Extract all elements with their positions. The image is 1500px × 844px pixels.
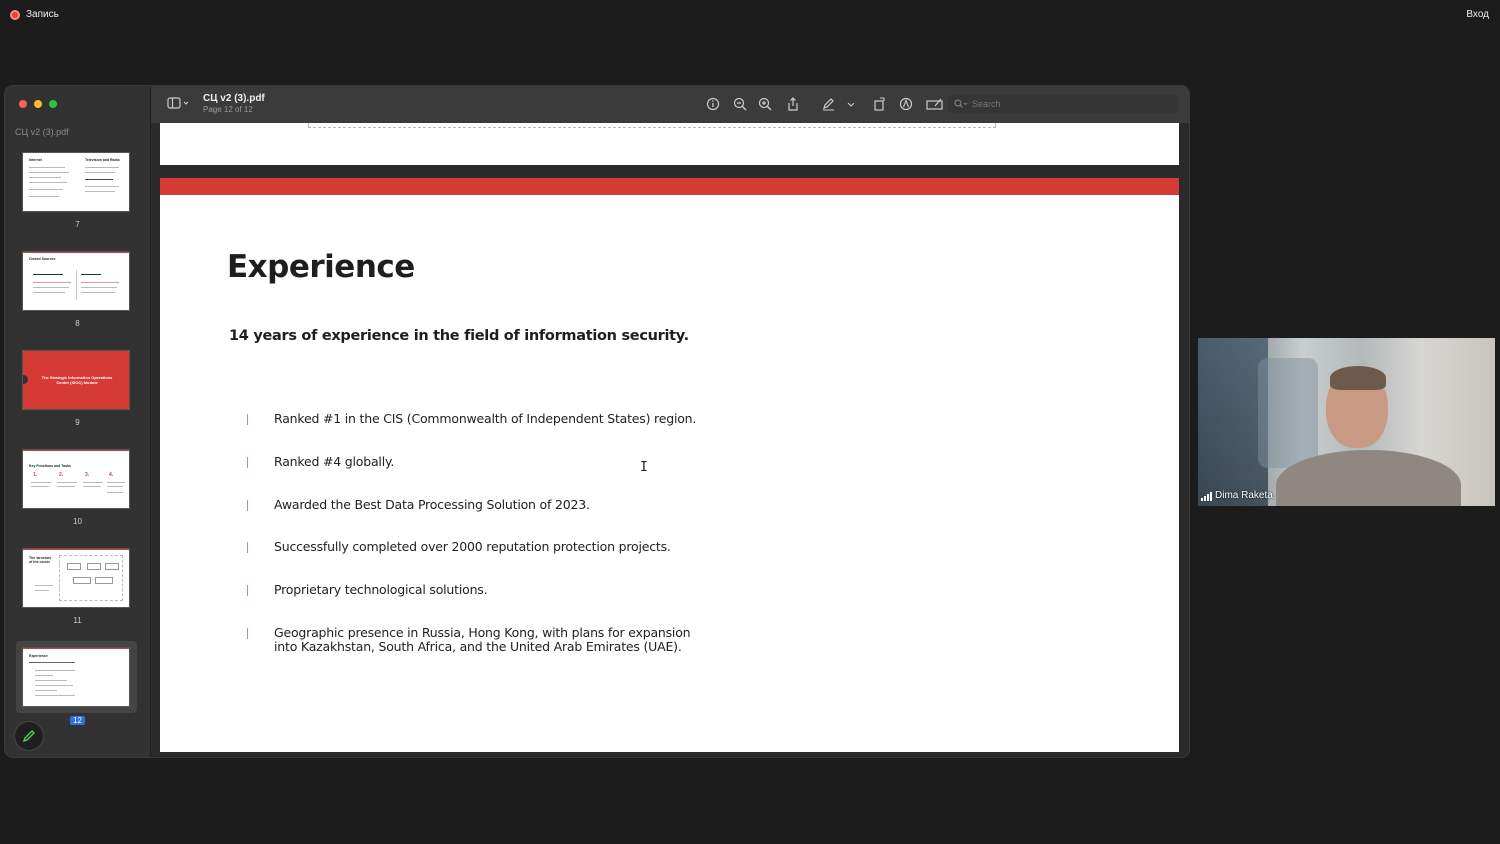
thumbnail-page-8[interactable] — [23, 252, 129, 310]
thumbnail-page-11[interactable] — [23, 549, 129, 607]
slide-title: Experience — [227, 249, 415, 285]
search-placeholder: Search — [972, 99, 1001, 109]
bullet-text: Ranked #1 in the CIS (Commonwealth of Independent States) region. — [274, 411, 697, 426]
slide-page-12 — [160, 178, 1179, 752]
maximize-window-button[interactable] — [49, 100, 57, 108]
thumbnail-number: 7 — [75, 220, 80, 229]
thumbnail-page-10[interactable] — [23, 450, 129, 508]
thumb-text: Closed Sources — [29, 257, 56, 261]
bullet-text: Ranked #4 globally. — [274, 454, 395, 469]
previous-page-bottom — [160, 123, 1179, 165]
search-icon — [954, 99, 968, 109]
participant-name-tag — [1201, 490, 1273, 501]
page-info: Page 12 of 12 — [203, 105, 253, 114]
zoom-in-icon[interactable] — [756, 95, 774, 113]
participant-name: Dima Raketa — [1215, 490, 1273, 501]
text-cursor-icon: I — [640, 460, 648, 475]
document-view[interactable] — [151, 123, 1189, 757]
thumbnail-number: 11 — [73, 616, 82, 625]
minimize-window-button[interactable] — [34, 100, 42, 108]
thumb-text: Key Functions and Tasks — [29, 464, 71, 468]
share-icon[interactable] — [784, 95, 802, 113]
rotate-icon[interactable] — [871, 95, 889, 113]
thumbnail-number: 8 — [75, 319, 80, 328]
recording-indicator[interactable] — [10, 9, 59, 20]
form-fill-icon[interactable] — [925, 95, 945, 113]
thumbnail-page-9[interactable] — [23, 351, 129, 409]
record-label: Запись — [26, 9, 59, 20]
thumb-text: Television and Radio — [85, 158, 120, 162]
markup-icon[interactable] — [897, 95, 915, 113]
thumb-text: Experience — [29, 654, 48, 658]
thumbnail-page-12[interactable] — [23, 648, 129, 706]
window-controls — [19, 100, 57, 108]
thumb-text: 2. — [59, 472, 64, 478]
bullet-text: into Kazakhstan, South Africa, and the United Arab Emirates (UAE). — [274, 639, 682, 654]
thumbnail-page-7[interactable] — [23, 153, 129, 211]
thumb-text: Internet — [29, 158, 42, 162]
login-button[interactable]: Вход — [1466, 9, 1489, 20]
bullet-text: Successfully completed over 2000 reputation protection projects. — [274, 539, 671, 554]
thumbnail-sidebar — [5, 86, 151, 757]
preview-window — [5, 86, 1189, 757]
thumbnail-number: 9 — [75, 418, 80, 427]
bullet-text: Proprietary technological solutions. — [274, 582, 488, 597]
record-icon — [10, 10, 20, 20]
slide-subtitle: 14 years of experience in the field of information security. — [229, 328, 689, 344]
signal-strength-icon — [1201, 492, 1212, 501]
sidebar-toggle-icon[interactable] — [167, 95, 191, 113]
thumb-text: 1. — [33, 472, 38, 478]
thumb-text: 3. — [85, 472, 90, 478]
markup-button[interactable] — [15, 722, 43, 750]
chevron-down-icon[interactable] — [846, 95, 856, 113]
sidebar-document-name: СЦ v2 (3).pdf — [15, 127, 69, 137]
highlight-pen-icon[interactable] — [820, 95, 838, 113]
thumbnail-number: 10 — [73, 517, 82, 526]
document-title: СЦ v2 (3).pdf — [203, 93, 265, 104]
zoom-out-icon[interactable] — [731, 95, 749, 113]
info-icon[interactable] — [704, 95, 722, 113]
participant-video[interactable] — [1198, 338, 1495, 506]
search-field[interactable] — [948, 95, 1178, 113]
toolbar — [151, 86, 1189, 124]
pencil-icon — [22, 729, 36, 743]
slide-header-bar — [160, 178, 1179, 195]
selected-page-number: 12 — [70, 716, 85, 725]
thumb-text: The structure of the center — [29, 556, 52, 564]
thumb-text: The Strategic Information Operations Center (SIOC) Module — [41, 375, 113, 385]
bullet-text: Awarded the Best Data Processing Solution of 2023. — [274, 497, 590, 512]
thumb-text: 4. — [109, 472, 114, 478]
bullet-text: Geographic presence in Russia, Hong Kong, with plans for expansion — [274, 625, 691, 640]
close-window-button[interactable] — [19, 100, 27, 108]
